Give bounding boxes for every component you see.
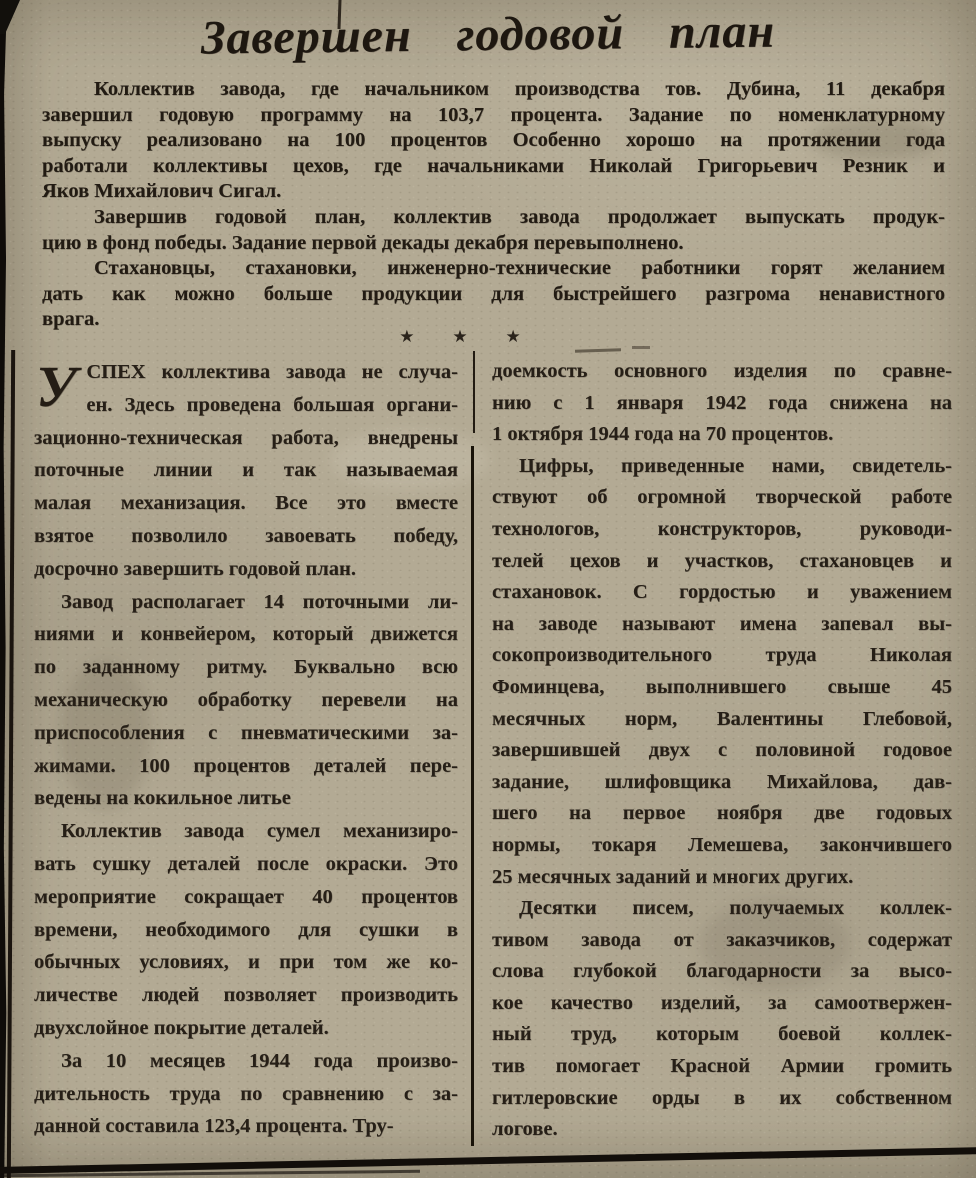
text-line: ен. Здесь проведена большая органи- <box>86 393 458 416</box>
text-line: тивом завода от заказчиков, содержат <box>492 928 952 951</box>
left-column <box>34 356 458 1146</box>
article-title: Завершен годовой план <box>200 4 776 65</box>
text-line: данной составила 123,4 процента. Тру- <box>34 1115 394 1138</box>
lead-paragraph <box>42 256 945 333</box>
text-line: Завершив годовой план, коллектив завода продолжает выпускать продук- <box>94 205 945 228</box>
text-line: малая механизация. Все это вместе <box>34 492 458 515</box>
text-line: нормы, токаря Лемешева, закончившего <box>492 833 952 856</box>
text-line: механическую обработку перевели на <box>34 688 458 711</box>
text-line: Коллектив завода, где начальником производства тов. Дубина, 11 декабря <box>94 78 945 100</box>
text-line: ниями и конвейером, который движется <box>34 623 458 646</box>
text-line: слова глубокой благодарности за высо- <box>492 960 952 983</box>
text-line: СПЕХ коллектива завода не случа- <box>86 361 458 383</box>
text-line: по заданному ритму. Буквально всю <box>34 656 458 679</box>
text-line: 1 октября 1944 года на 70 процентов. <box>492 423 834 446</box>
text-line: вать сушку деталей после окраски. Это <box>34 852 458 875</box>
text-line: телей цехов и участков, стахановцев и <box>492 549 952 572</box>
body-paragraph-continuation <box>492 356 952 451</box>
right-column <box>492 356 952 1146</box>
dropcap-letter: У <box>36 354 77 419</box>
text-line: зационно-техническая работа, внедрены <box>34 426 458 449</box>
text-line: гитлеровские орды в их собственном <box>492 1086 952 1109</box>
text-line: поточные линии и так называемая <box>34 459 458 482</box>
text-line: обычных условиях, и при том же ко- <box>34 951 458 974</box>
text-line: Завод располагает 14 поточными ли- <box>61 590 458 613</box>
text-line: Десятки писем, получаемых коллек- <box>519 897 952 920</box>
print-artifact-dash <box>575 348 621 353</box>
text-line: За 10 месяцев 1944 года произво- <box>61 1049 458 1072</box>
text-line: тив помогает Красной Армии громить <box>492 1055 952 1078</box>
text-line: нию с 1 января 1942 года снижена на <box>492 391 952 414</box>
text-line: шего на первое ноября две годовых <box>492 802 952 825</box>
text-line: времени, необходимого для сушки в <box>34 918 458 941</box>
text-line: Цифры, приведенные нами, свидетель- <box>519 454 952 477</box>
text-line: дительность труда по сравнению с за- <box>34 1082 458 1105</box>
text-line: Фоминцева, выполнившего свыше 45 <box>492 675 952 698</box>
text-line: мероприятие сокращает 40 процентов <box>34 885 458 908</box>
text-line: личестве людей позволяет производить <box>34 984 458 1007</box>
text-line: ствуют об огромной творческой работе <box>492 486 952 509</box>
section-separator-stars: ★ ★ ★ <box>399 327 537 347</box>
lead-paragraph <box>42 77 945 205</box>
text-line: врага. <box>42 308 100 331</box>
scan-left-edge-strip <box>0 0 7 1178</box>
text-line: месячных норм, Валентины Глебовой, <box>492 707 952 730</box>
text-line: кое качество изделий, за самоотвержен- <box>492 991 952 1014</box>
body-paragraph <box>34 586 458 816</box>
text-line: доемкость основного изделия по сравне- <box>492 360 952 382</box>
text-line: работали коллективы цехов, где начальниками Николай Григорьевич Резник и <box>42 154 945 177</box>
text-line: Стахановцы, стахановки, инженерно-технические работники горят желанием <box>94 257 945 280</box>
text-line: выпуску реализовано на 100 процентов Особенно хорошо на протяжении года <box>42 129 945 152</box>
text-line: взятое позволило завоевать победу, <box>34 524 458 547</box>
body-paragraph <box>492 893 952 1146</box>
text-line: на заводе называют имена запевал вы- <box>492 612 952 635</box>
text-line: двухслойное покрытие деталей. <box>34 1016 329 1039</box>
text-line: задание, шлифовщика Михайлова, дав- <box>492 770 952 793</box>
article-columns <box>34 356 952 1146</box>
bottom-separator-rule <box>0 1147 976 1174</box>
text-line: стахановок. С гордостью и уважением <box>492 581 952 604</box>
text-line: цию в фонд победы. Задание первой декады декабря перевыполнено. <box>42 231 684 254</box>
lead-section <box>42 77 945 333</box>
body-paragraph-dropcap <box>34 356 458 586</box>
body-paragraph <box>34 815 458 1045</box>
article-left-rule <box>7 350 15 1178</box>
body-paragraph <box>492 451 952 893</box>
text-line: ведены на кокильное литье <box>34 787 291 810</box>
text-line: Коллектив завода сумел механизиро- <box>61 820 458 843</box>
text-line: 25 месячных заданий и многих других. <box>492 865 854 888</box>
text-line: технологов, конструкторов, руководи- <box>492 517 952 540</box>
text-line: завершившей двух с половиной годовое <box>492 739 952 762</box>
text-line: ный труд, которым боевой коллек- <box>492 1023 952 1046</box>
text-line: досрочно завершить годовой план. <box>34 557 356 580</box>
text-line: Яков Михайлович Сигал. <box>42 180 282 203</box>
paragraph-lines <box>34 356 458 586</box>
lead-paragraph <box>42 205 945 256</box>
body-paragraph <box>34 1045 458 1143</box>
text-line: жимами. 100 процентов деталей пере- <box>34 754 458 777</box>
text-line: логове. <box>492 1118 558 1141</box>
text-line: завершил годовую программу на 103,7 процента. Задание по номенклатурному <box>42 103 945 126</box>
text-line: сокопроизводительного труда Николая <box>492 644 952 667</box>
text-line: дать как можно больше продукции для быстрейшего разгрома ненавистного <box>42 282 945 305</box>
text-line: приспособления с пневматическими за- <box>34 721 458 744</box>
